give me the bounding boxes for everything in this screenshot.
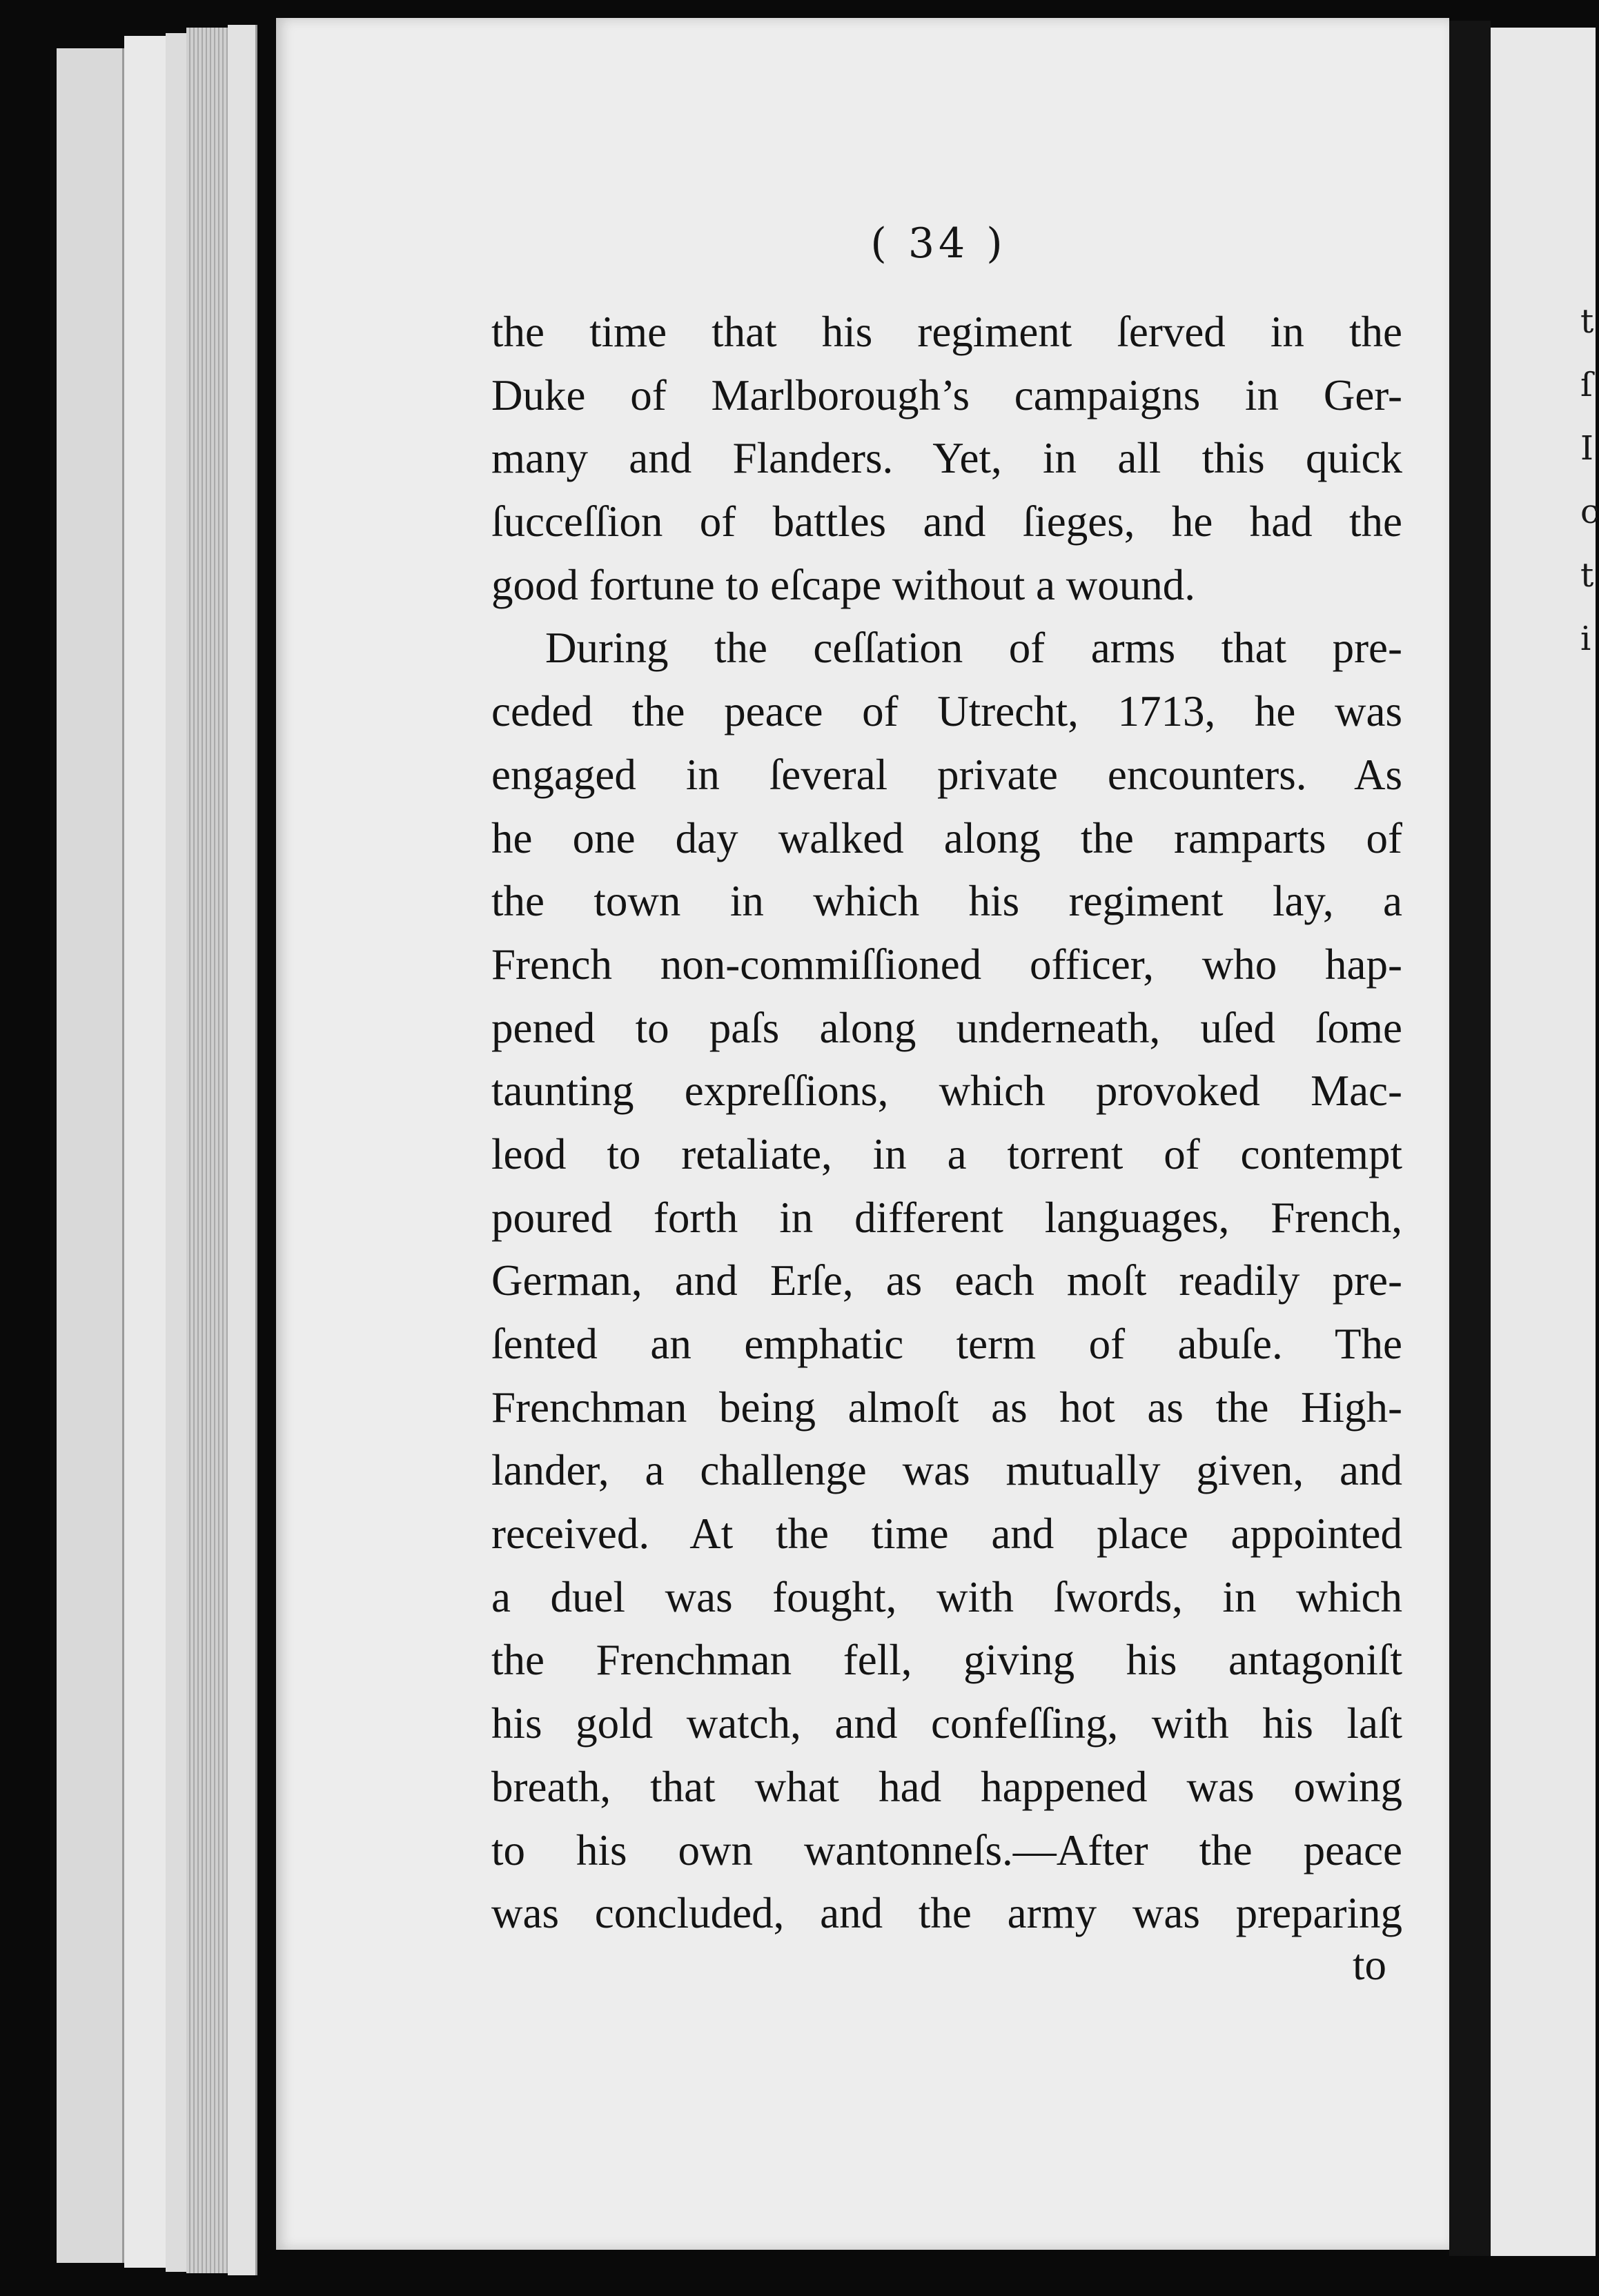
text-line: ſucceſſion of battles and ſieges, he had the <box>491 497 1402 546</box>
text-line: breath, that what had happened was owing <box>491 1762 1402 1811</box>
page-edge <box>166 33 188 2272</box>
text-line: many and Flanders. Yet, in all this quick <box>491 434 1402 483</box>
text-line: engaged in ſeveral private encounters. As <box>491 750 1402 799</box>
text-line: ſented an emphatic term of abuſe. The <box>491 1320 1402 1368</box>
text-line: the town in which his regiment lay, a <box>491 877 1402 926</box>
text-line: the time that his regiment ſerved in the <box>491 308 1402 356</box>
text-line: received. At the time and place appointed <box>491 1510 1402 1558</box>
page-edge <box>228 25 257 2275</box>
text-line: Frenchman being almoſt as hot as the High- <box>491 1383 1402 1432</box>
text-line: Duke of Marlborough’s campaigns in Ger- <box>491 370 1402 419</box>
facing-page-text-fragment: t ſ I c t i <box>1580 302 1599 658</box>
text-line: taunting expreſſions, which provoked Mac- <box>491 1067 1402 1116</box>
body-text <box>491 301 1402 1946</box>
text-line: a duel was fought, with ſwords, in which <box>491 1572 1402 1621</box>
text-line: ceded the peace of Utrecht, 1713, he was <box>491 687 1402 736</box>
catchword: to <box>1353 1941 1387 1989</box>
text-line: his gold watch, and confeſſing, with his laſt <box>491 1699 1402 1748</box>
text-line: to his own wantonneſs.—After the peace <box>491 1825 1402 1874</box>
page-edge <box>57 48 124 2263</box>
text-line: poured forth in different languages, French, <box>491 1193 1402 1242</box>
text-line: was concluded, and the army was preparing <box>491 1889 1402 1938</box>
paragraph-first-line: During the ceſſation of arms that pre- <box>545 624 1402 673</box>
text-line: leod to retaliate, in a torrent of contempt <box>491 1129 1402 1178</box>
text-line: good fortune to eſcape without a wound. <box>491 560 1195 609</box>
page-edge <box>124 36 168 2268</box>
text-line: French non-commiſſioned officer, who hap- <box>491 940 1402 989</box>
text-line: German, and Erſe, as each moſt readily pre- <box>491 1256 1402 1305</box>
page-number: ( 34 ) <box>870 219 1007 268</box>
gutter-shadow <box>1449 21 1491 2256</box>
page-edge-stack <box>186 28 230 2273</box>
text-line: he one day walked along the ramparts of <box>491 813 1402 862</box>
text-line: the Frenchman fell, giving his antagoniſt <box>491 1636 1402 1685</box>
text-line: lander, a challenge was mutually given, and <box>491 1446 1402 1495</box>
text-line: pened to paſs along underneath, uſed ſome <box>491 1003 1402 1052</box>
